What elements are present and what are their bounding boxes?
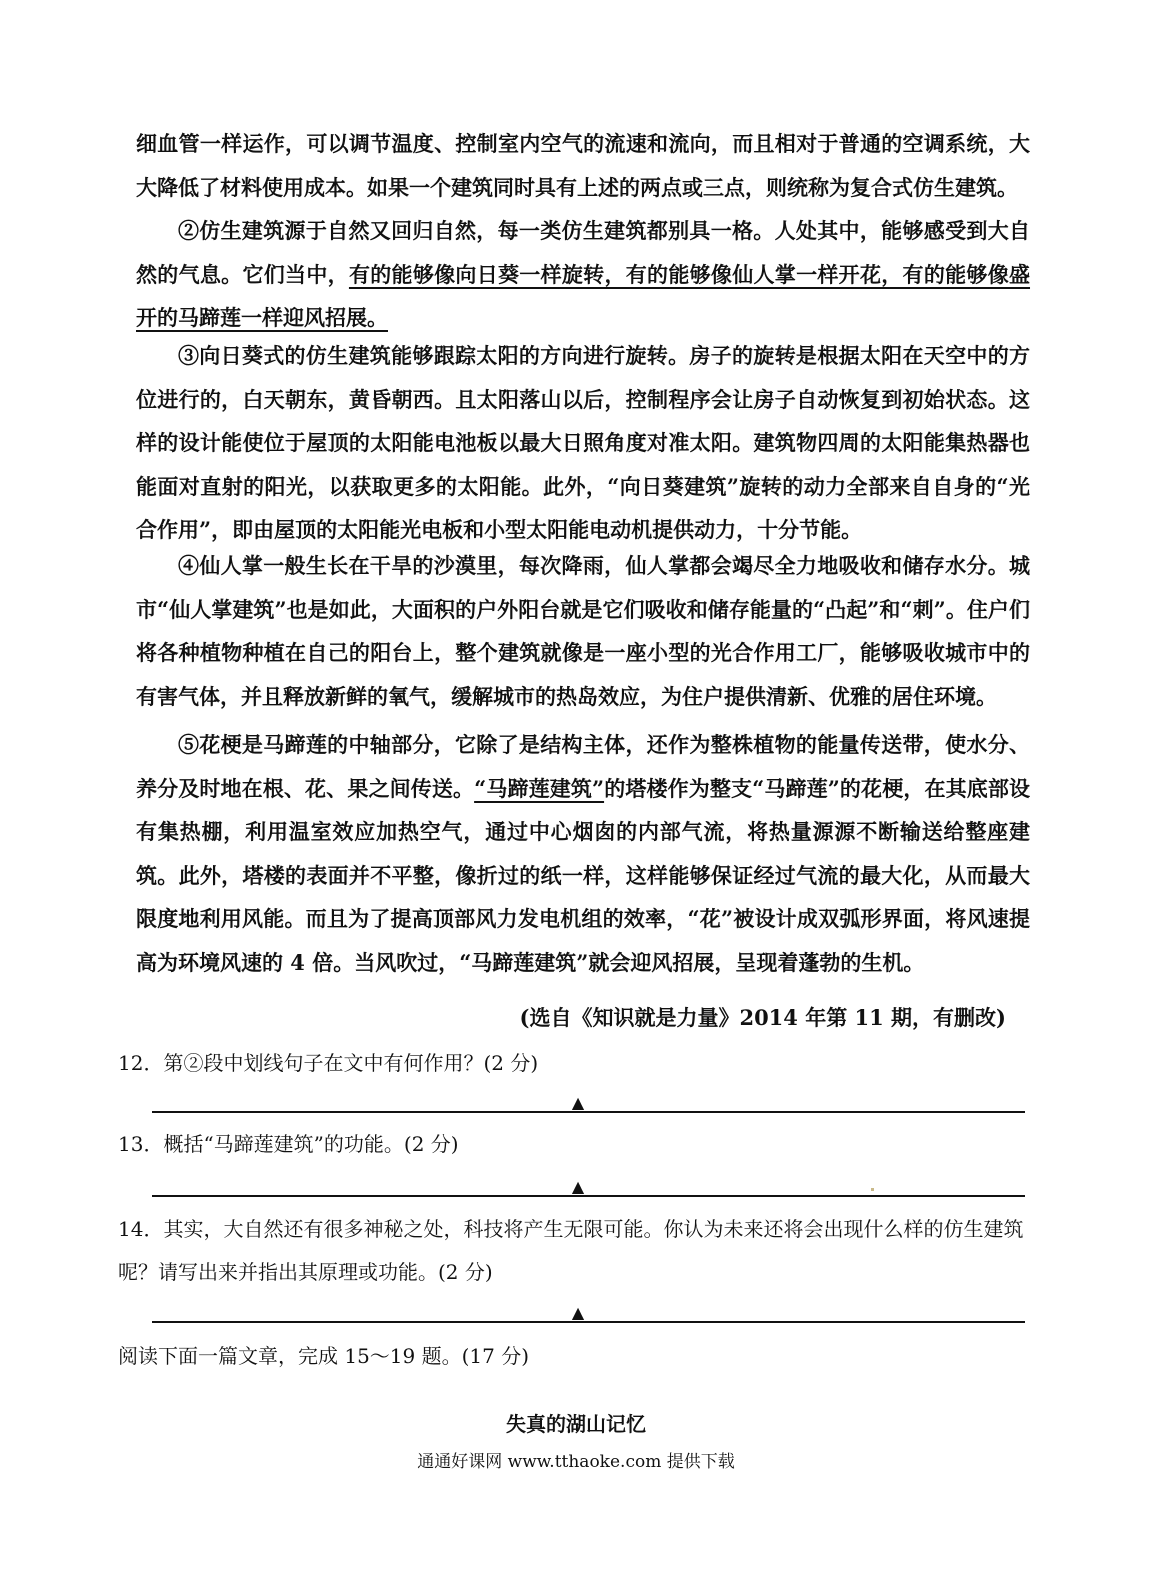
answer-marker-13: ▲ <box>571 1177 585 1196</box>
paragraph-4 <box>136 544 1030 718</box>
answer-line-13[interactable] <box>152 1195 1025 1197</box>
answer-line-12[interactable] <box>152 1111 1025 1113</box>
paragraph-1-text: 细血管一样运作，可以调节温度、控制室内空气的流速和流向，而且相对于普通的空调系统，大大降低了材料使用成本。如果一个建筑同时具有上述的两点或三点，则统称为复合式仿生建筑。 <box>136 131 1030 200</box>
underlined-term: “马蹄莲建筑” <box>474 775 605 801</box>
answer-marker-14: ▲ <box>571 1303 585 1322</box>
question-14: 14．其实，大自然还有很多神秘之处，科技将产生无限可能。你认为未来还将会出现什么样的仿生建筑呢？请写出来并指出其原理或功能。(2 分) <box>118 1217 1024 1284</box>
answer-line-14[interactable] <box>152 1321 1025 1323</box>
paragraph-1 <box>136 122 1030 209</box>
stray-mark <box>871 1188 874 1191</box>
page-footer: 通通好课网 www.tthaoke.com 提供下载 <box>417 1452 735 1472</box>
reading-instruction: 阅读下面一篇文章，完成 15～19 题。(17 分) <box>118 1344 530 1368</box>
source-citation: (选自《知识就是力量》2014 年第 11 期，有删改) <box>519 1005 1006 1030</box>
question-13: 13．概括“马蹄莲建筑”的功能。(2 分) <box>118 1132 459 1156</box>
paragraph-3-text: ③向日葵式的仿生建筑能够跟踪太阳的方向进行旋转。房子的旋转是根据太阳在天空中的方位进行的，白天朝东，黄昏朝西。且太阳落山以后，控制程序会让房子自动恢复到初始状态。这样的设计能使位于屋顶的太阳能电池板以最大日照角度对准太阳。建筑物四周的太阳能集热器也能面对直射的阳光，以获取更多的太阳能。此外，“向日葵建筑”旋转的动力全部来自自身的“光合作用”，即由屋顶的太阳能光电板和小型太阳能电动机提供动力，十分节能。 <box>136 343 1030 542</box>
underlined-sentence: 有的能够像向日葵一样旋转，有的能够像仙人掌一样开花，有的能够像盛开的马蹄莲一样迎风招展。 <box>136 261 1031 330</box>
paragraph-2 <box>136 209 1030 340</box>
paragraph-5-text-b: 的塔楼作为整支“马蹄莲”的花梗，在其底部设有集热棚，利用温室效应加热空气，通过中心烟囱的内部气流，将热量源源不断输送给整座建筑。此外，塔楼的表面并不平整，像折过的纸一样，这样能够保证经过气流的最大化，从而最大限度地利用风能。而且为了提高顶部风力发电机组的效率，“花”被设计成双弧形界面，将风速提高为环境风速的 4 倍。当风吹过，“马蹄莲建筑”就会迎风招展，呈现着蓬勃的生机。 <box>136 775 1030 975</box>
paragraph-2-text: ②仿生建筑源于自然又回归自然，每一类仿生建筑都别具一格。人处其中，能够感受到大自然的气息。它们当中， <box>136 218 1030 287</box>
paragraph-4-text: ④仙人掌一般生长在干旱的沙漠里，每次降雨，仙人掌都会竭尽全力地吸收和储存水分。城市“仙人掌建筑”也是如此，大面积的户外阳台就是它们吸收和储存能量的“凸起”和“刺”。住户们将各种植物种植在自己的阳台上，整个建筑就像是一座小型的光合作用工厂，能够吸收城市中的有害气体，并且释放新鲜的氧气，缓解城市的热岛效应，为住户提供清新、优雅的居住环境。 <box>136 553 1030 709</box>
paragraph-5 <box>136 723 1030 984</box>
paragraph-3 <box>136 334 1030 552</box>
paragraph-5-text-a: ⑤花梗是马蹄莲的中轴部分，它除了是结构主体，还作为整株植物的能量传送带，使水分、养分及时地在根、花、果之间传送。 <box>136 732 1030 801</box>
question-12: 12．第②段中划线句子在文中有何作用？(2 分) <box>118 1051 539 1075</box>
answer-marker-12: ▲ <box>571 1093 585 1112</box>
article-title: 失真的湖山记忆 <box>506 1412 646 1436</box>
